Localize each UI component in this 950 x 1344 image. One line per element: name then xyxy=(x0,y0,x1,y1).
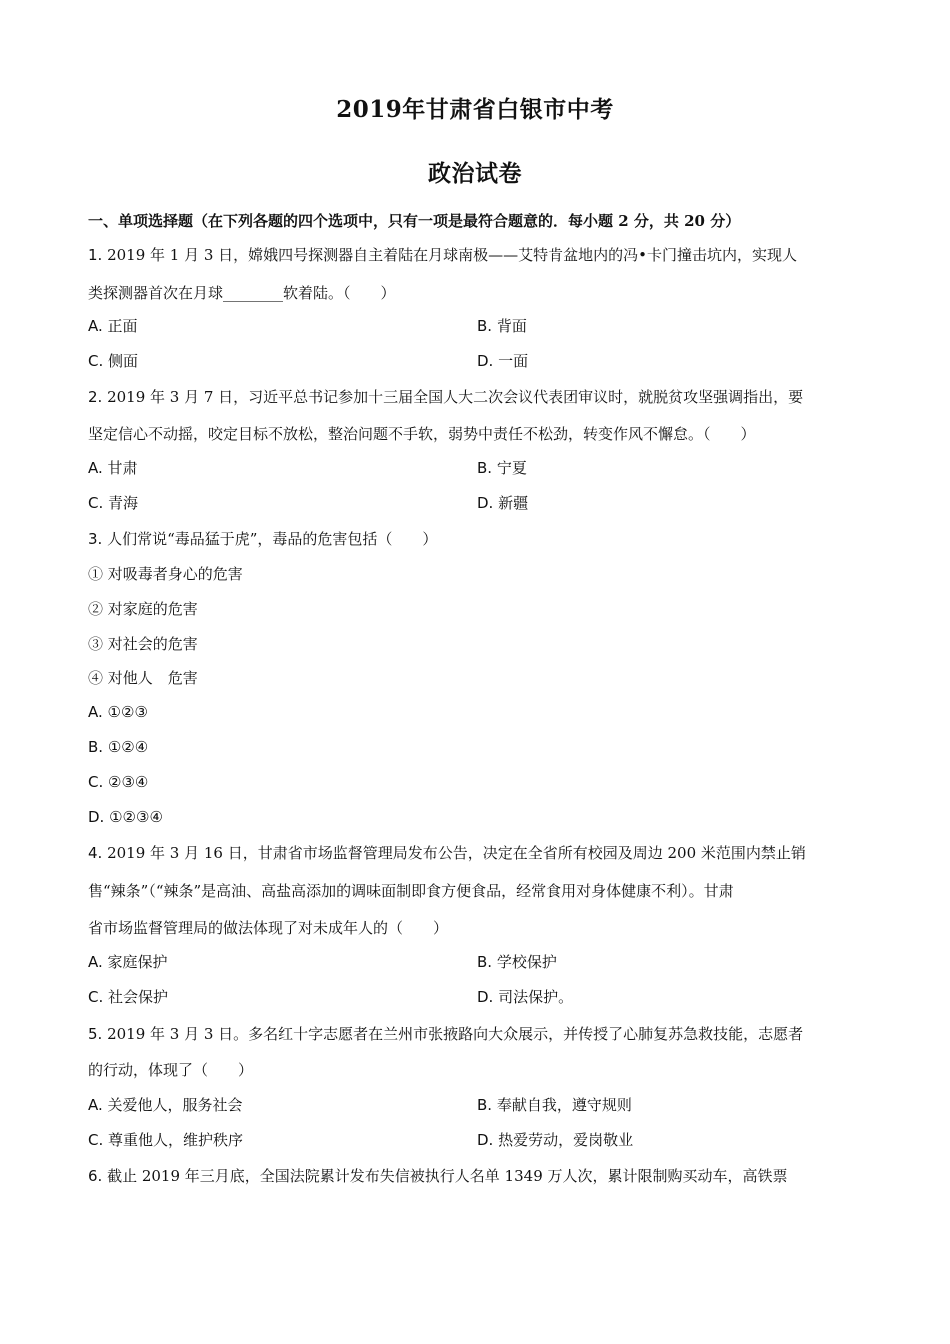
question-3-item-2: ② 对家庭的危害 xyxy=(88,600,198,618)
question-4-option-c[interactable]: C. 社会保护 xyxy=(88,988,169,1006)
question-3-item-1: ① 对吸毒者身心的危害 xyxy=(88,565,243,583)
question-3-line-1: 3. 人们常说“毒品猛于虎”，毒品的危害包括（ ） xyxy=(88,530,438,548)
question-5-line-2: 的行动，体现了（ ） xyxy=(88,1061,254,1079)
question-1-option-d[interactable]: D. 一面 xyxy=(477,352,529,370)
question-number: 3. xyxy=(88,530,103,548)
question-5-line-1: 5. 2019 年 3 月 3 日。多名红十字志愿者在兰州市张掖路向大众展示，并传授了心肺复苏急救技能，志愿者 xyxy=(88,1025,804,1043)
question-5-option-b[interactable]: B. 奉献自我，遵守规则 xyxy=(477,1096,632,1114)
page-subtitle: 政治试卷 xyxy=(428,160,522,187)
question-4-line-3: 省市场监督管理局的做法体现了对未成年人的（ ） xyxy=(88,919,449,937)
question-4-line-1: 4. 2019 年 3 月 16 日，甘肃省市场监督管理局发布公告，决定在全省所有校园及周边 200 米范围内禁止销 xyxy=(88,844,806,862)
question-5-option-c[interactable]: C. 尊重他人，维护秩序 xyxy=(88,1131,244,1149)
question-4-line-2: 售“辣条”（“辣条”是高油、高盐高添加的调味面制即食方便食品，经常食用对身体健康不利）。甘肃 xyxy=(88,882,734,900)
question-5-option-d[interactable]: D. 热爱劳动，爱岗敬业 xyxy=(477,1131,634,1149)
question-1-line-1: 1. 2019 年 1 月 3 日，嫦娥四号探测器自主着陆在月球南极——艾特肯盆地内的冯•卡门撞击坑内，实现人 xyxy=(88,246,798,264)
question-5-option-a[interactable]: A. 关爱他人，服务社会 xyxy=(88,1096,243,1114)
question-number: 5. xyxy=(88,1025,103,1043)
question-2-option-b[interactable]: B. 宁夏 xyxy=(477,459,527,477)
page-title: 2019年甘肃省白银市中考 xyxy=(336,96,614,123)
question-2-option-a[interactable]: A. 甘肃 xyxy=(88,459,138,477)
question-3-item-3: ③ 对社会的危害 xyxy=(88,635,198,653)
question-1-option-c[interactable]: C. 侧面 xyxy=(88,352,139,370)
question-3-option-d[interactable]: D. ①②③④ xyxy=(88,808,163,826)
question-3-option-c[interactable]: C. ②③④ xyxy=(88,773,149,791)
section-heading: 一、单项选择题（在下列各题的四个选项中，只有一项是最符合题意的．每小题 2 分，共 20 分） xyxy=(88,212,741,230)
question-1-option-b[interactable]: B. 背面 xyxy=(477,317,527,335)
question-number: 4. xyxy=(88,844,103,862)
question-4-option-d[interactable]: D. 司法保护。 xyxy=(477,988,574,1006)
question-3-option-b[interactable]: B. ①②④ xyxy=(88,738,149,756)
question-1-line-2: 类探测器首次在月球________软着陆。（ ） xyxy=(88,284,396,302)
question-2-option-c[interactable]: C. 青海 xyxy=(88,494,139,512)
question-6-line-1: 6. 截止 2019 年三月底，全国法院累计发布失信被执行人名单 1349 万人次，累计限制购买动车，高铁票 xyxy=(88,1167,788,1185)
question-2-line-2: 坚定信心不动摇，咬定目标不放松，整治问题不手软，弱势中责任不松劲，转变作风不懈怠。（ ） xyxy=(88,425,756,443)
question-2-line-1: 2. 2019 年 3 月 7 日，习近平总书记参加十三届全国人大二次会议代表团审议时，就脱贫攻坚强调指出，要 xyxy=(88,388,804,406)
question-number: 1. xyxy=(88,246,103,264)
question-4-option-a[interactable]: A. 家庭保护 xyxy=(88,953,168,971)
question-number: 2. xyxy=(88,388,103,406)
question-2-option-d[interactable]: D. 新疆 xyxy=(477,494,529,512)
question-3-option-a[interactable]: A. ①②③ xyxy=(88,703,148,721)
question-number: 6. xyxy=(88,1167,103,1185)
question-3-item-4: ④ 对他人 危害 xyxy=(88,669,198,687)
question-4-option-b[interactable]: B. 学校保护 xyxy=(477,953,557,971)
question-1-option-a[interactable]: A. 正面 xyxy=(88,317,138,335)
